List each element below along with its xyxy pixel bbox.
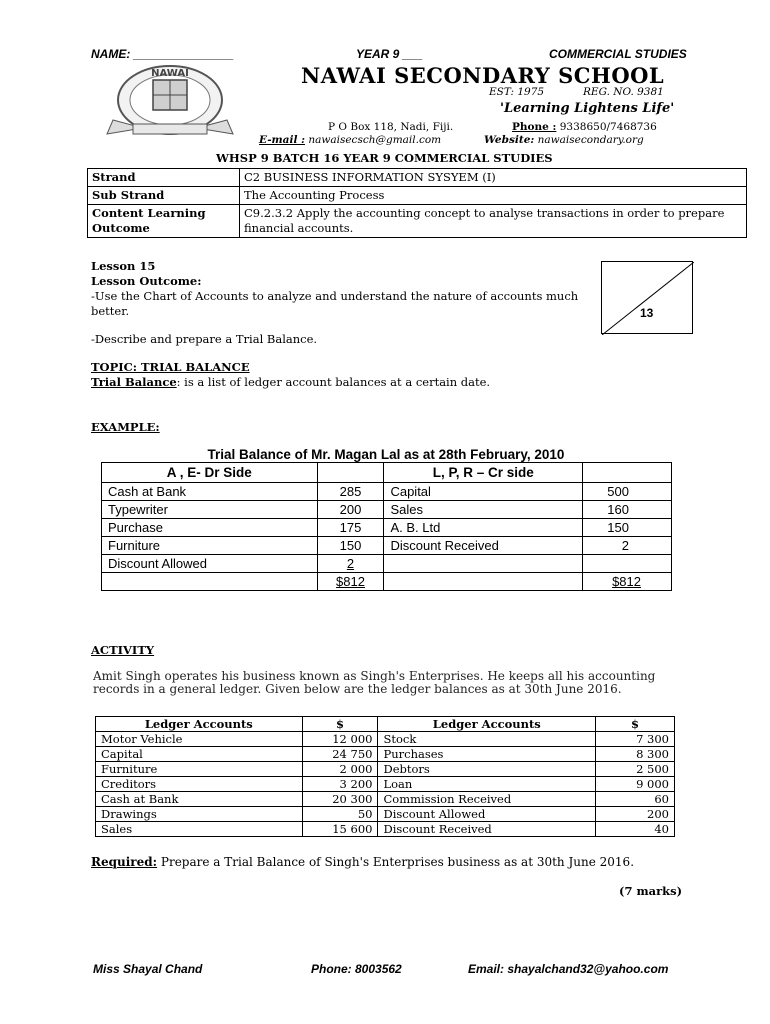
cr-account: Sales (384, 501, 583, 519)
table-header-row (96, 717, 675, 732)
topic-heading: TOPIC: TRIAL BALANCE (91, 360, 250, 374)
subject-label: COMMERCIAL STUDIES (549, 47, 687, 61)
info-key: Content Learning Outcome (88, 205, 240, 238)
dr-amount: 200 (317, 501, 384, 519)
year-label: YEAR 9 ___ (356, 47, 423, 61)
table-row (96, 747, 675, 762)
cr-amount: 150 (583, 519, 672, 537)
ledger-account: Capital (96, 747, 303, 762)
lesson-outcome-heading: Lesson Outcome: (91, 274, 202, 288)
school-po-box: P O Box 118, Nadi, Fiji. (328, 121, 454, 133)
cr-total: $812 (583, 573, 672, 591)
col-ledger-accounts: Ledger Accounts (96, 717, 303, 732)
phone-label: Phone : (512, 121, 557, 133)
school-reg: REG. NO. 9381 (583, 86, 664, 98)
required-text: Prepare a Trial Balance of Singh's Enterprises business as at 30th June 2016. (157, 855, 635, 869)
svg-text:NAWAI: NAWAI (151, 68, 189, 79)
topic-term: Trial Balance (91, 375, 177, 389)
activity-heading: ACTIVITY (91, 643, 155, 657)
document-title: WHSP 9 BATCH 16 YEAR 9 COMMERCIAL STUDIES (216, 151, 553, 165)
school-email: nawaisecsch@gmail.com (308, 134, 442, 146)
table-header-row (102, 463, 672, 483)
cr-amount (583, 555, 672, 573)
table-row (96, 807, 675, 822)
ledger-account: Purchases (378, 747, 596, 762)
ledger-amount: 60 (596, 792, 675, 807)
cr-amount: 2 (583, 537, 672, 555)
ledger-amount: 7 300 (596, 732, 675, 747)
example-title: Trial Balance of Mr. Magan Lal as at 28th February, 2010 (207, 447, 565, 462)
ledger-account: Debtors (378, 762, 596, 777)
cr-account: A. B. Ltd (384, 519, 583, 537)
cr-account: Discount Received (384, 537, 583, 555)
ledger-amount: 40 (596, 822, 675, 837)
ledger-account: Stock (378, 732, 596, 747)
ledger-amount: 12 000 (302, 732, 378, 747)
ledger-account: Creditors (96, 777, 303, 792)
table-row (96, 732, 675, 747)
table-row (88, 169, 747, 187)
info-value: The Accounting Process (240, 187, 747, 205)
school-website: nawaisecondary.org (537, 134, 644, 146)
ledger-account: Discount Received (378, 822, 596, 837)
info-value: C9.2.3.2 Apply the accounting concept to analyse transactions in order to prepare financial accounts. (240, 205, 747, 238)
table-row (102, 555, 672, 573)
dr-account: Purchase (102, 519, 318, 537)
ledger-amount: 200 (596, 807, 675, 822)
ledger-account: Cash at Bank (96, 792, 303, 807)
ledger-amount: 24 750 (302, 747, 378, 762)
marks-label: (7 marks) (619, 884, 683, 898)
table-row (88, 205, 747, 238)
table-row (102, 483, 672, 501)
score-value: 13 (640, 306, 654, 320)
cr-amount: 160 (583, 501, 672, 519)
example-trial-balance-table (101, 462, 672, 591)
ledger-account: Commission Received (378, 792, 596, 807)
ledger-amount: 3 200 (302, 777, 378, 792)
required-label: Required: (91, 855, 158, 869)
col-amount: $ (302, 717, 378, 732)
ledger-account: Discount Allowed (378, 807, 596, 822)
col-amount: $ (596, 717, 675, 732)
dr-amount: 150 (317, 537, 384, 555)
ledger-account: Furniture (96, 762, 303, 777)
table-row (102, 519, 672, 537)
website-label: Website: (484, 134, 535, 146)
ledger-amount: 50 (302, 807, 378, 822)
cr-amount: 500 (583, 483, 672, 501)
ledger-amount: 15 600 (302, 822, 378, 837)
ledger-amount: 2 500 (596, 762, 675, 777)
dr-amount: 175 (317, 519, 384, 537)
dr-account: Furniture (102, 537, 318, 555)
lesson-outcome-1: -Use the Chart of Accounts to analyze and understand the nature of accounts much better. (91, 289, 579, 318)
info-key: Strand (88, 169, 240, 187)
curriculum-info-table (87, 168, 747, 238)
footer-teacher: Miss Shayal Chand (93, 962, 203, 976)
dr-amount: 2 (317, 555, 384, 573)
school-logo (103, 62, 237, 140)
name-field-label: NAME: _______________ (91, 47, 234, 61)
ledger-amount: 8 300 (596, 747, 675, 762)
ledger-amount: 2 000 (302, 762, 378, 777)
table-row (96, 777, 675, 792)
table-row (102, 537, 672, 555)
ledger-account: Sales (96, 822, 303, 837)
cr-account: Capital (384, 483, 583, 501)
ledger-amount: 20 300 (302, 792, 378, 807)
lesson-number: Lesson 15 (91, 259, 156, 273)
cr-account (384, 555, 583, 573)
dr-amount: 285 (317, 483, 384, 501)
school-motto: 'Learning Lightens Life' (500, 101, 675, 116)
activity-intro: Amit Singh operates his business known as Singh's Enterprises. He keeps all his accounting records in a general ledger. Given below are the ledger balances as at 30th June 2016. (93, 669, 656, 696)
cr-side-header: L, P, R – Cr side (384, 463, 583, 483)
lesson-outcome-2: -Describe and prepare a Trial Balance. (91, 332, 318, 346)
dr-account: Typewriter (102, 501, 318, 519)
school-est: EST: 1975 (489, 86, 545, 98)
dr-side-header: A , E- Dr Side (102, 463, 318, 483)
table-row (88, 187, 747, 205)
ledger-account: Drawings (96, 807, 303, 822)
table-row (96, 822, 675, 837)
info-key: Sub Strand (88, 187, 240, 205)
school-name: NAWAI SECONDARY SCHOOL (301, 63, 665, 88)
example-heading: EXAMPLE: (91, 420, 160, 434)
dr-account: Discount Allowed (102, 555, 318, 573)
table-row (96, 792, 675, 807)
footer-phone: Phone: 8003562 (311, 962, 402, 976)
ledger-amount: 9 000 (596, 777, 675, 792)
ledger-account: Loan (378, 777, 596, 792)
footer-email: Email: shayalchand32@yahoo.com (468, 962, 669, 976)
ledger-account: Motor Vehicle (96, 732, 303, 747)
col-ledger-accounts: Ledger Accounts (378, 717, 596, 732)
topic-definition: : is a list of ledger account balances at a certain date. (176, 375, 491, 389)
table-row (96, 762, 675, 777)
ledger-balances-table (95, 716, 675, 837)
email-label: E-mail : (259, 134, 305, 146)
score-box (601, 261, 693, 334)
table-row (102, 501, 672, 519)
dr-account: Cash at Bank (102, 483, 318, 501)
dr-total: $812 (317, 573, 384, 591)
table-total-row (102, 573, 672, 591)
school-phone: 9338650/7468736 (559, 121, 657, 133)
info-value: C2 BUSINESS INFORMATION SYSYEM (I) (240, 169, 747, 187)
